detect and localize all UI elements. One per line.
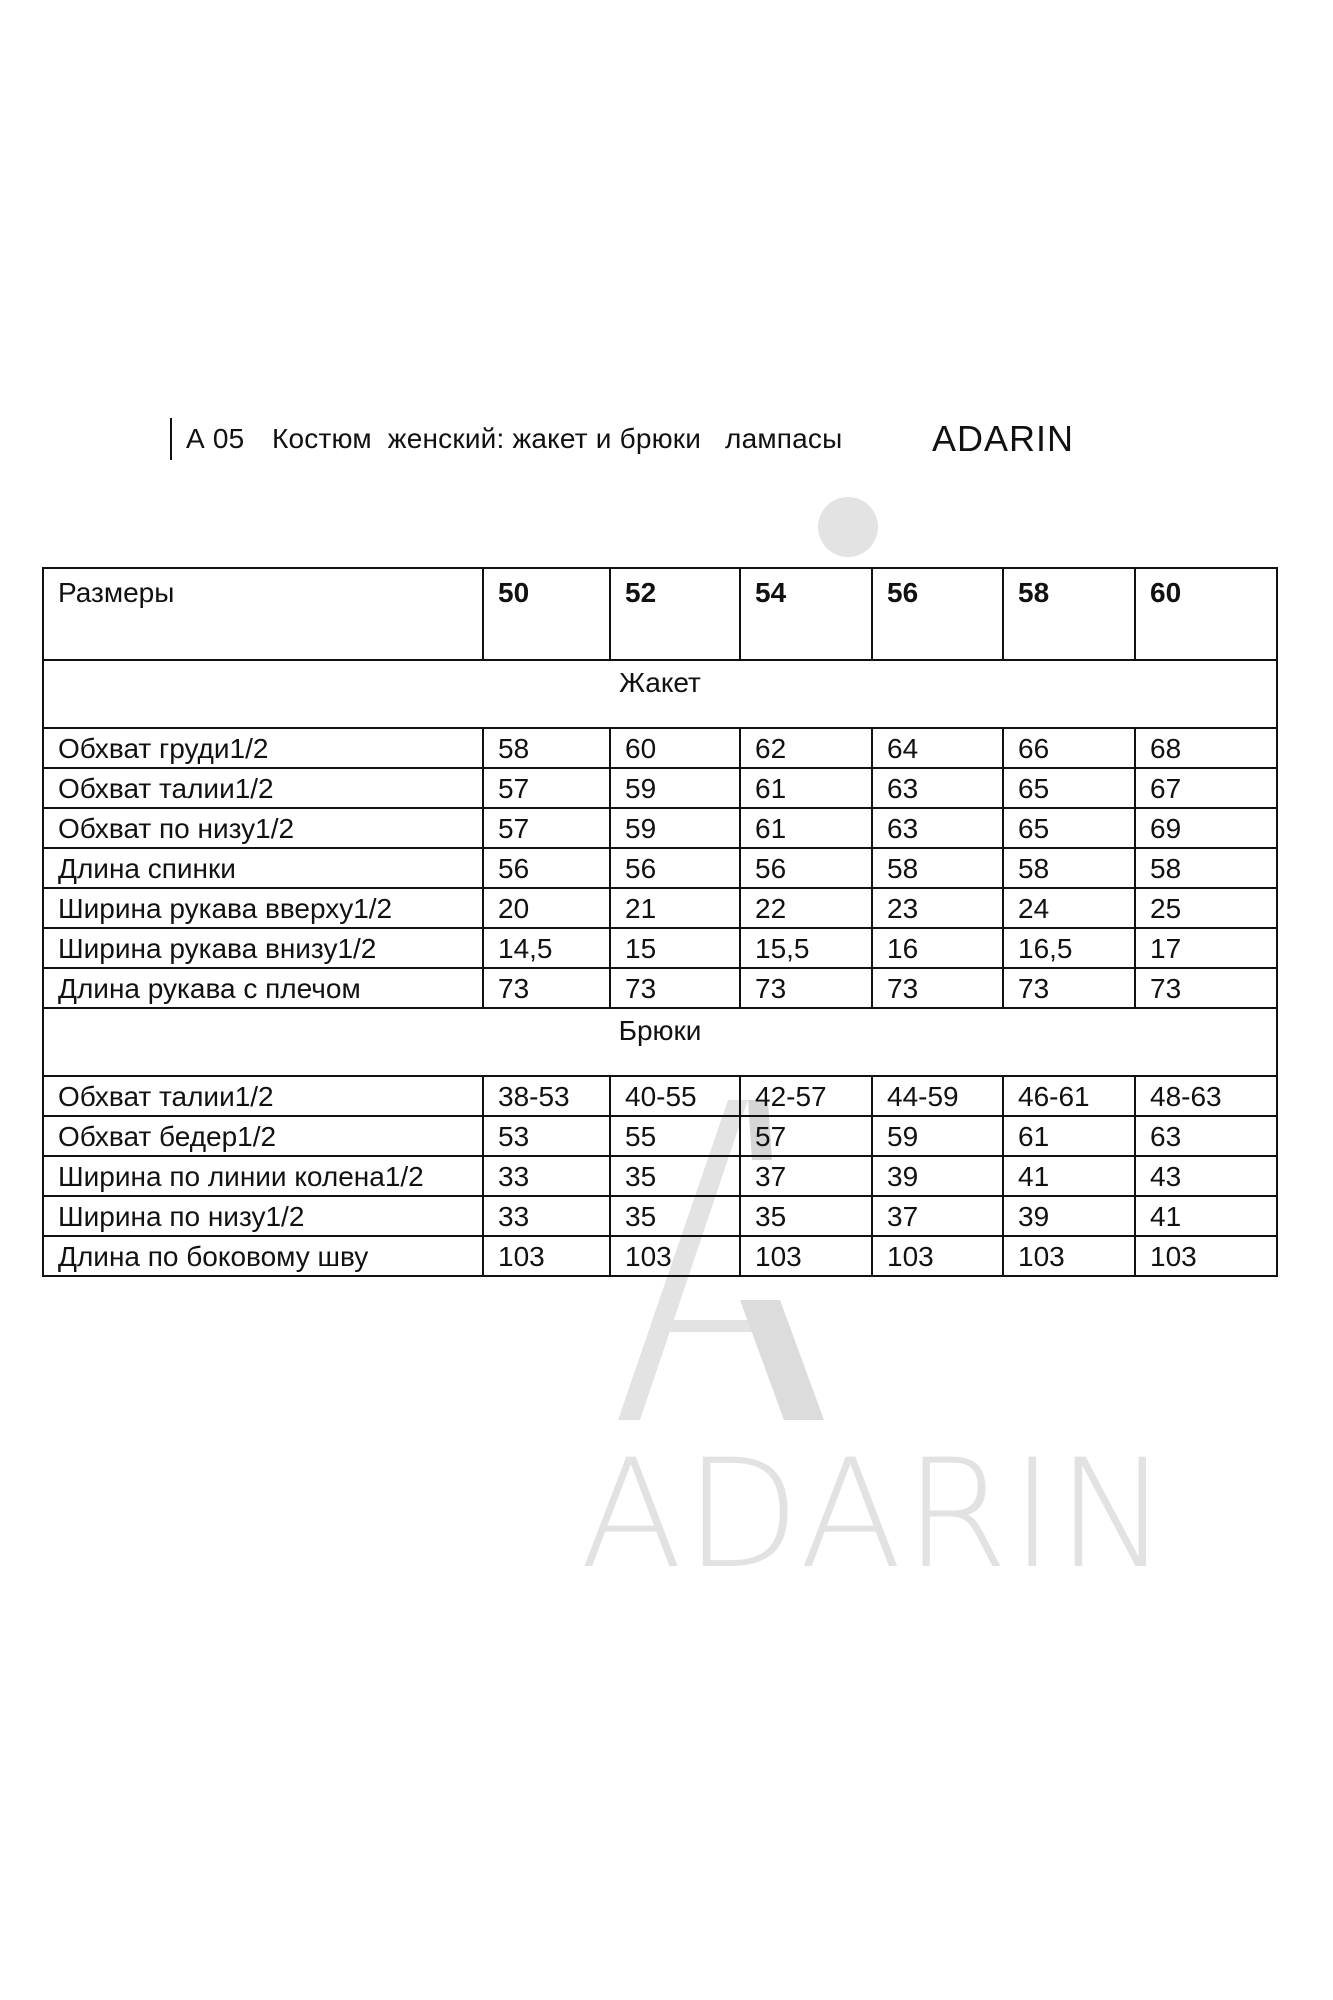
measurement-value: 39 — [1003, 1196, 1135, 1236]
measurement-value: 65 — [1003, 808, 1135, 848]
model-code: А 05 — [186, 423, 245, 454]
measurement-value: 56 — [740, 848, 872, 888]
measurement-value: 22 — [740, 888, 872, 928]
measurement-value: 59 — [872, 1116, 1003, 1156]
measurement-label: Ширина рукава внизу1/2 — [43, 928, 483, 968]
section-title: Брюки — [43, 1008, 1277, 1076]
measurement-value: 69 — [1135, 808, 1277, 848]
measurement-value: 53 — [483, 1116, 610, 1156]
measurement-value: 20 — [483, 888, 610, 928]
measurement-value: 44-59 — [872, 1076, 1003, 1116]
measurement-value: 46-61 — [1003, 1076, 1135, 1116]
measurement-value: 35 — [610, 1196, 740, 1236]
measurement-label: Длина по боковому шву — [43, 1236, 483, 1276]
measurement-label: Ширина рукава вверху1/2 — [43, 888, 483, 928]
measurement-value: 61 — [740, 808, 872, 848]
measurement-value: 67 — [1135, 768, 1277, 808]
measurement-value: 58 — [872, 848, 1003, 888]
measurement-value: 37 — [872, 1196, 1003, 1236]
measurement-row — [43, 768, 1277, 808]
measurement-value: 73 — [483, 968, 610, 1008]
measurement-value: 25 — [1135, 888, 1277, 928]
measurement-row — [43, 808, 1277, 848]
measurement-label: Ширина по линии колена1/2 — [43, 1156, 483, 1196]
measurement-value: 41 — [1003, 1156, 1135, 1196]
measurement-value: 103 — [610, 1236, 740, 1276]
measurement-value: 63 — [872, 808, 1003, 848]
header-divider — [170, 418, 172, 460]
measurement-value: 103 — [872, 1236, 1003, 1276]
measurement-value: 68 — [1135, 728, 1277, 768]
section-title: Жакет — [43, 660, 1277, 728]
measurement-value: 59 — [610, 808, 740, 848]
measurement-value: 103 — [740, 1236, 872, 1276]
size-header-cell: 52 — [610, 568, 740, 660]
measurement-value: 39 — [872, 1156, 1003, 1196]
measurement-value: 58 — [1003, 848, 1135, 888]
size-header-cell: 50 — [483, 568, 610, 660]
measurement-value: 73 — [610, 968, 740, 1008]
size-corner-label: Размеры — [43, 568, 483, 660]
measurement-value: 103 — [1003, 1236, 1135, 1276]
brand-name: ADARIN — [932, 418, 1075, 459]
measurement-value: 24 — [1003, 888, 1135, 928]
measurement-row — [43, 888, 1277, 928]
measurement-value: 58 — [1135, 848, 1277, 888]
size-header-cell: 56 — [872, 568, 1003, 660]
measurement-value: 57 — [483, 808, 610, 848]
measurement-value: 61 — [1003, 1116, 1135, 1156]
product-title: Костюм женский: жакет и брюки лампасы — [272, 423, 843, 454]
measurement-value: 17 — [1135, 928, 1277, 968]
measurement-value: 73 — [1003, 968, 1135, 1008]
measurement-value: 37 — [740, 1156, 872, 1196]
watermark-text: ADARIN — [580, 1428, 1171, 1602]
measurement-value: 63 — [1135, 1116, 1277, 1156]
measurement-label: Обхват талии1/2 — [43, 768, 483, 808]
measurement-label: Обхват талии1/2 — [43, 1076, 483, 1116]
measurement-value: 23 — [872, 888, 1003, 928]
measurement-row — [43, 1196, 1277, 1236]
document-header — [170, 418, 1074, 460]
size-header-row — [43, 568, 1277, 660]
measurement-value: 48-63 — [1135, 1076, 1277, 1116]
measurement-value: 35 — [610, 1156, 740, 1196]
measurement-value: 65 — [1003, 768, 1135, 808]
measurement-value: 43 — [1135, 1156, 1277, 1196]
measurement-value: 35 — [740, 1196, 872, 1236]
measurement-value: 73 — [740, 968, 872, 1008]
measurement-value: 61 — [740, 768, 872, 808]
measurement-value: 15,5 — [740, 928, 872, 968]
measurement-row — [43, 1116, 1277, 1156]
measurement-value: 41 — [1135, 1196, 1277, 1236]
measurement-value: 16 — [872, 928, 1003, 968]
measurement-label: Обхват по низу1/2 — [43, 808, 483, 848]
measurement-value: 42-57 — [740, 1076, 872, 1116]
measurement-label: Длина спинки — [43, 848, 483, 888]
size-header-cell: 54 — [740, 568, 872, 660]
measurement-value: 14,5 — [483, 928, 610, 968]
measurement-value: 56 — [483, 848, 610, 888]
measurement-value: 60 — [610, 728, 740, 768]
measurement-label: Длина рукава с плечом — [43, 968, 483, 1008]
measurement-value: 59 — [610, 768, 740, 808]
measurement-row — [43, 968, 1277, 1008]
size-chart-body — [43, 568, 1277, 1276]
measurement-value: 56 — [610, 848, 740, 888]
measurement-value: 103 — [1135, 1236, 1277, 1276]
measurement-row — [43, 848, 1277, 888]
measurement-value: 57 — [483, 768, 610, 808]
measurement-row — [43, 928, 1277, 968]
section-row — [43, 660, 1277, 728]
section-row — [43, 1008, 1277, 1076]
size-header-cell: 58 — [1003, 568, 1135, 660]
measurement-value: 58 — [483, 728, 610, 768]
measurement-value: 40-55 — [610, 1076, 740, 1116]
measurement-value: 73 — [1135, 968, 1277, 1008]
measurement-value: 62 — [740, 728, 872, 768]
measurement-value: 33 — [483, 1156, 610, 1196]
measurement-value: 55 — [610, 1116, 740, 1156]
measurement-row — [43, 1076, 1277, 1116]
size-header-cell: 60 — [1135, 568, 1277, 660]
measurement-value: 33 — [483, 1196, 610, 1236]
measurement-row — [43, 1156, 1277, 1196]
size-chart-table — [42, 567, 1278, 1277]
measurement-label: Обхват бедер1/2 — [43, 1116, 483, 1156]
measurement-row — [43, 728, 1277, 768]
measurement-value: 16,5 — [1003, 928, 1135, 968]
measurement-value: 15 — [610, 928, 740, 968]
measurement-value: 64 — [872, 728, 1003, 768]
measurement-row — [43, 1236, 1277, 1276]
measurement-value: 63 — [872, 768, 1003, 808]
watermark-dot — [818, 497, 878, 557]
measurement-value: 73 — [872, 968, 1003, 1008]
measurement-value: 66 — [1003, 728, 1135, 768]
measurement-value: 57 — [740, 1116, 872, 1156]
measurement-value: 21 — [610, 888, 740, 928]
measurement-value: 103 — [483, 1236, 610, 1276]
measurement-label: Обхват груди1/2 — [43, 728, 483, 768]
measurement-value: 38-53 — [483, 1076, 610, 1116]
measurement-label: Ширина по низу1/2 — [43, 1196, 483, 1236]
